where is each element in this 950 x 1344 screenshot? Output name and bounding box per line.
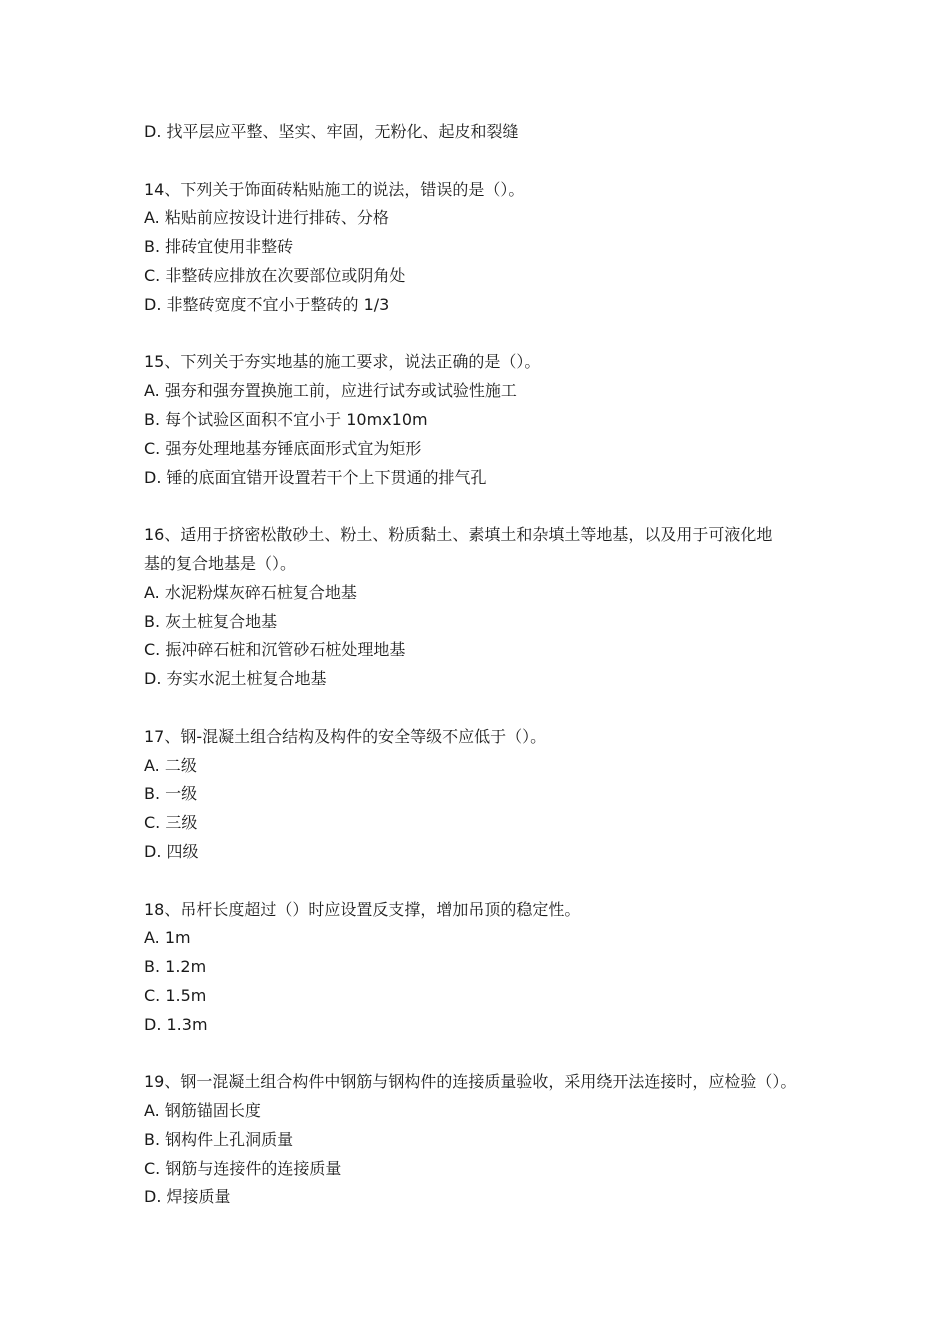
option-a: A. 钢筋锚固长度 bbox=[144, 1101, 261, 1121]
question-stem-line-2: 基的复合地基是（）。 bbox=[144, 553, 297, 573]
option-d: D. 找平层应平整、坚实、牢固，无粉化、起皮和裂缝 bbox=[144, 122, 519, 141]
option-d: D. 非整砖宽度不宜小于整砖的 1/3 bbox=[144, 294, 390, 314]
question-16 bbox=[144, 521, 824, 694]
option-b: B. 一级 bbox=[144, 784, 198, 804]
option-c: C. 振冲碎石桩和沉管砂石桩处理地基 bbox=[144, 640, 406, 660]
option-b: B. 灰土桩复合地基 bbox=[144, 611, 278, 631]
option-c: C. 三级 bbox=[144, 813, 198, 833]
question-15 bbox=[144, 348, 824, 492]
question-stem: 19、钢一混凝土组合构件中钢筋与钢构件的连接质量验收，采用绕开法连接时，应检验（）。 bbox=[144, 1072, 797, 1092]
option-c: C. 强夯处理地基夯锤底面形式宜为矩形 bbox=[144, 438, 422, 458]
question-stem: 18、吊杆长度超过（）时应设置反支撑，增加吊顶的稳定性。 bbox=[144, 899, 581, 919]
option-b: B. 钢构件上孔洞质量 bbox=[144, 1129, 294, 1149]
option-c: C. 1.5m bbox=[144, 985, 207, 1005]
option-c: C. 非整砖应排放在次要部位或阴角处 bbox=[144, 265, 406, 285]
option-a: A. 1m bbox=[144, 928, 191, 948]
option-b: B. 1.2m bbox=[144, 957, 207, 977]
option-a: A. 二级 bbox=[144, 755, 197, 775]
option-d: D. 夯实水泥土桩复合地基 bbox=[144, 669, 327, 689]
question-19 bbox=[144, 1068, 824, 1212]
option-b: B. 排砖宜使用非整砖 bbox=[144, 237, 294, 257]
option-d: D. 1.3m bbox=[144, 1014, 208, 1034]
option-d: D. 锤的底面宜错开设置若干个上下贯通的排气孔 bbox=[144, 467, 487, 487]
option-d: D. 四级 bbox=[144, 841, 199, 861]
question-stem: 17、钢-混凝土组合结构及构件的安全等级不应低于（）。 bbox=[144, 726, 547, 746]
option-c: C. 钢筋与连接件的连接质量 bbox=[144, 1158, 342, 1178]
option-d: D. 焊接质量 bbox=[144, 1187, 231, 1207]
option-a: A. 水泥粉煤灰碎石桩复合地基 bbox=[144, 582, 357, 602]
option-a: A. 粘贴前应按设计进行排砖、分格 bbox=[144, 208, 389, 228]
question-14 bbox=[144, 176, 824, 320]
option-a: A. 强夯和强夯置换施工前，应进行试夯或试验性施工 bbox=[144, 381, 517, 401]
question-stem: 14、下列关于饰面砖粘贴施工的说法，错误的是（）。 bbox=[144, 179, 525, 199]
question-17 bbox=[144, 723, 824, 867]
question-13-fragment bbox=[144, 118, 824, 147]
question-stem: 15、下列关于夯实地基的施工要求，说法正确的是（）。 bbox=[144, 352, 541, 372]
question-18 bbox=[144, 896, 824, 1040]
question-stem-line-1: 16、适用于挤密松散砂土、粉土、粉质黏土、素填土和杂填土等地基，以及用于可液化地 bbox=[144, 525, 773, 545]
document-content bbox=[144, 118, 824, 1212]
option-b: B. 每个试验区面积不宜小于 10mx10m bbox=[144, 409, 428, 429]
